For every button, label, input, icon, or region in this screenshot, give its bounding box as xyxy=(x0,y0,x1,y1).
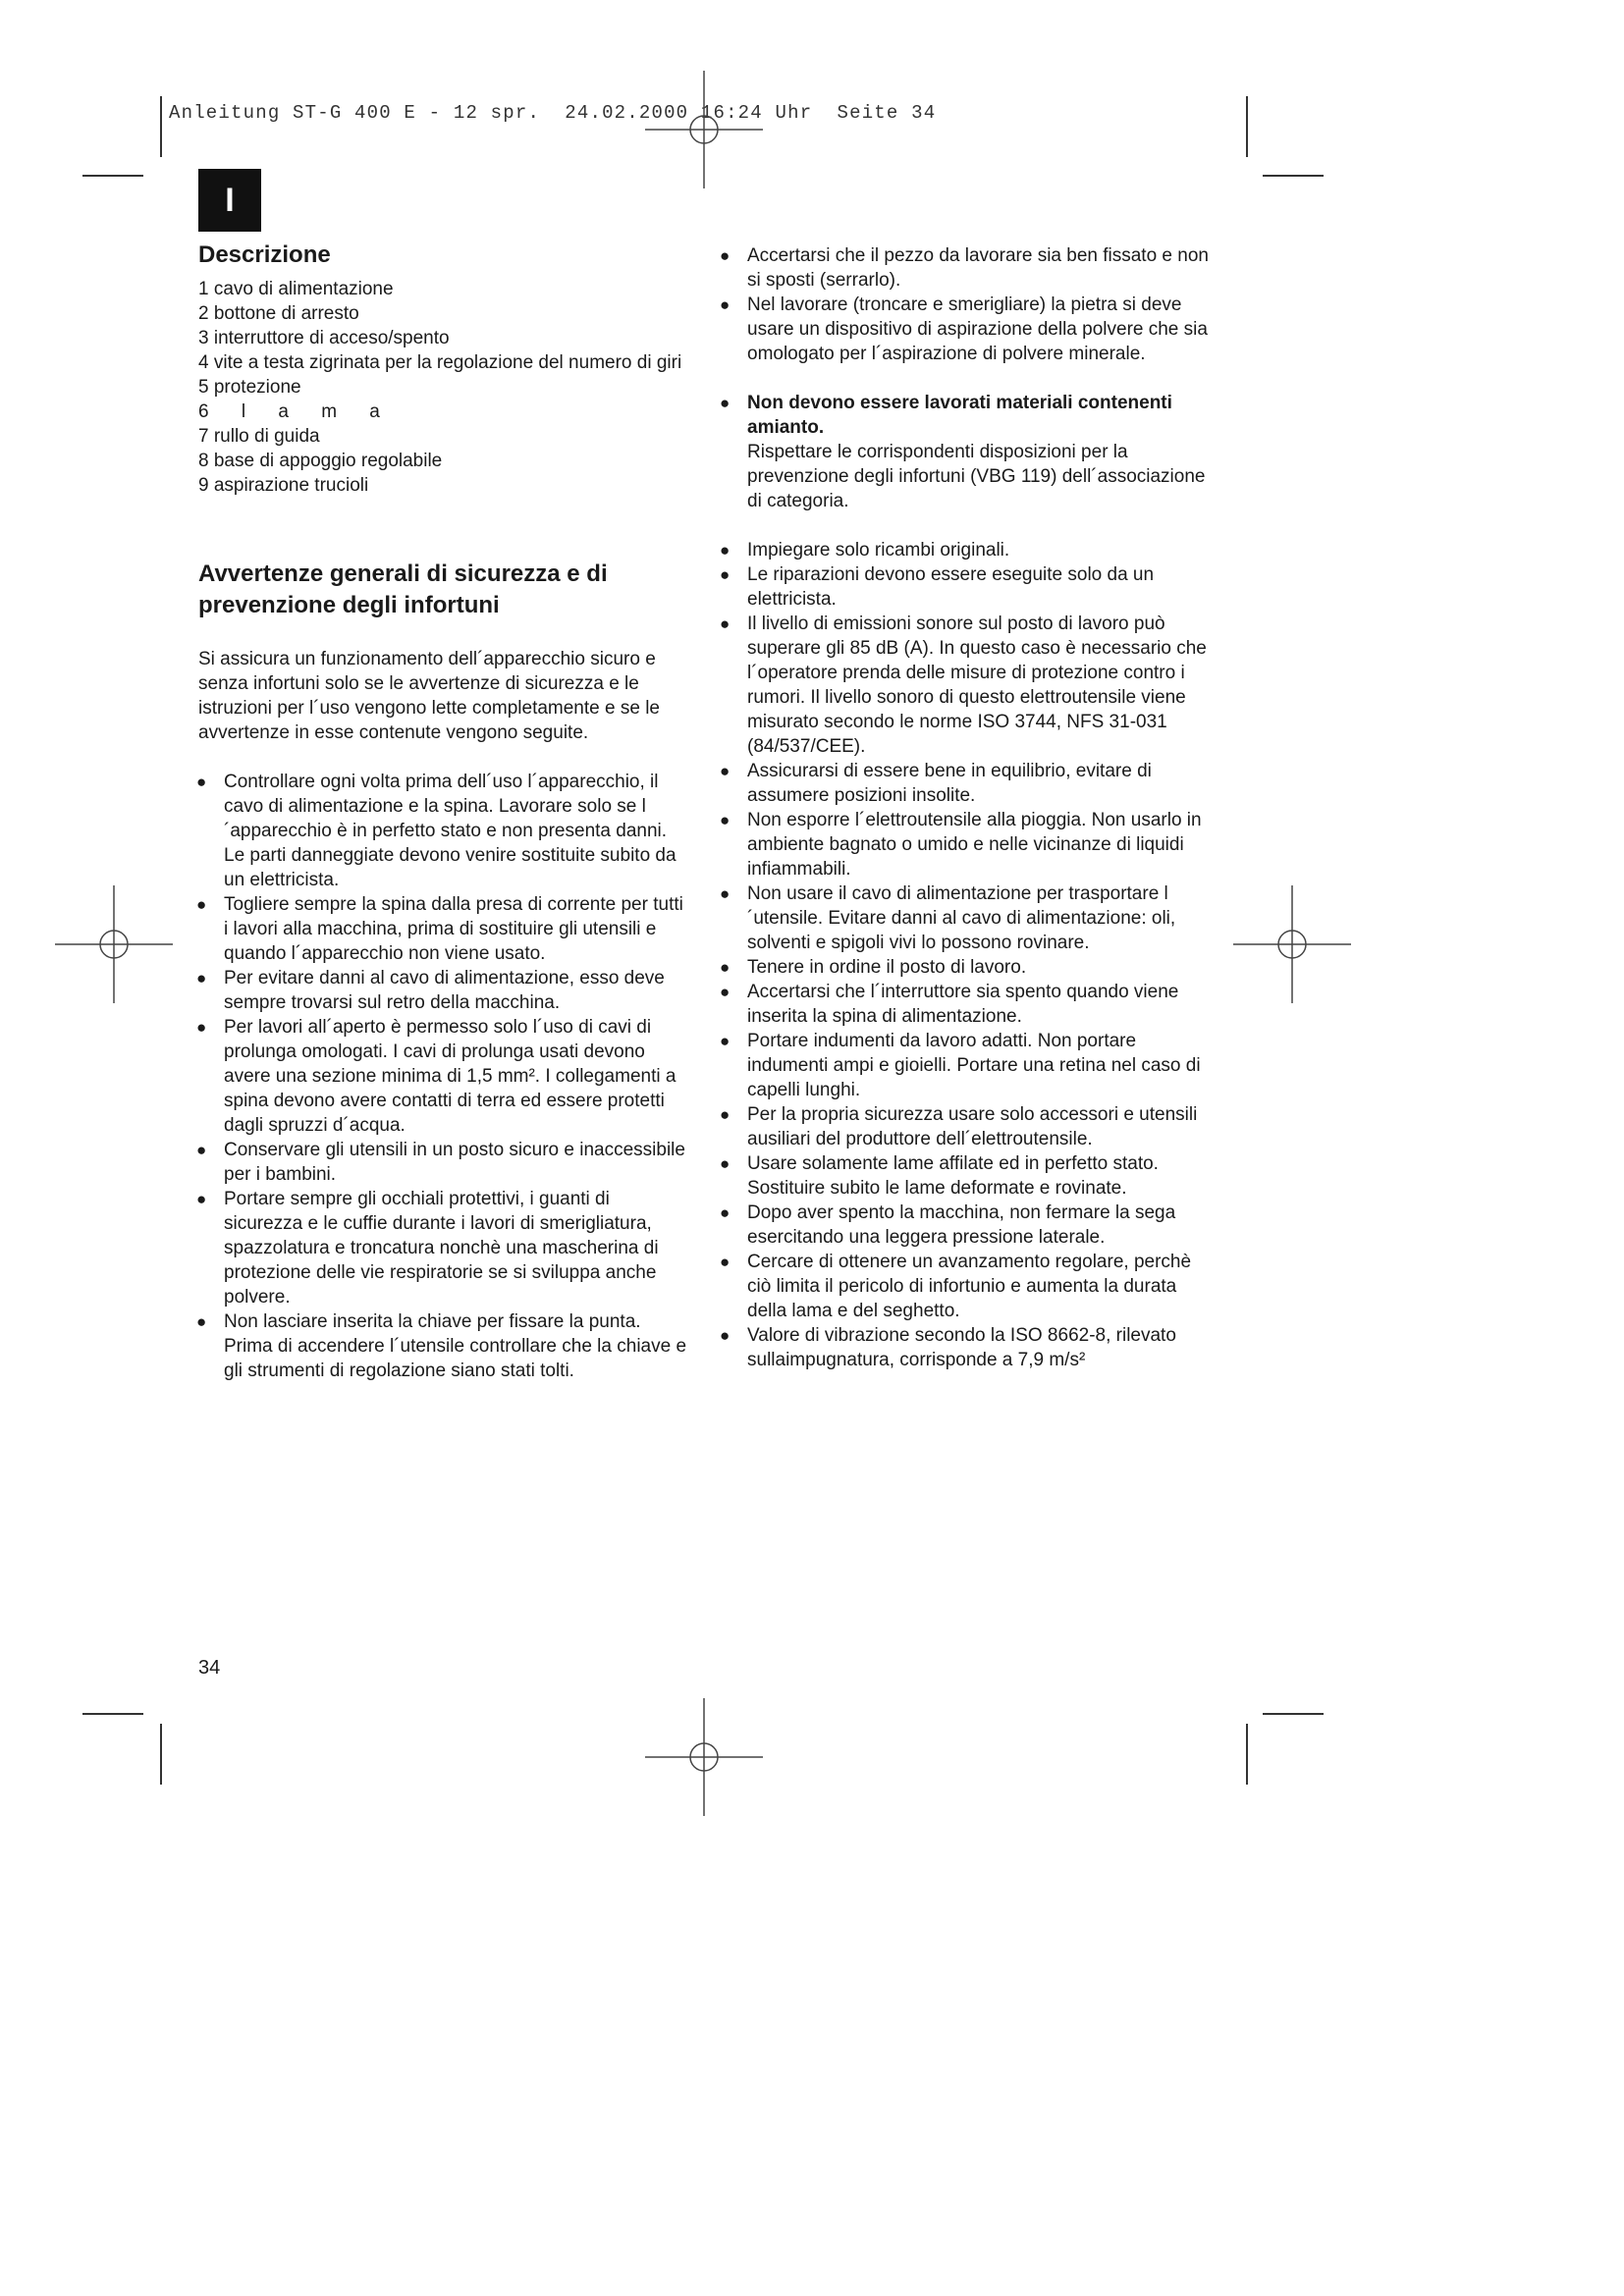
list-item: ● Per lavori all´aperto è permesso solo l´uso di cavi di prolunga omologati. I cavi di prolunga usati devono avere una sezione minima di 1,5 mm². I collegamenti a spina devono avere contatti di terra ed essere protetti dagli spruzzi d´acqua. xyxy=(196,1017,677,1136)
list-item: 9 aspirazione trucioli xyxy=(198,475,369,496)
bullet-icon: ● xyxy=(720,541,731,560)
list-item: ● Non lasciare inserita la chiave per fissare la punta. Prima di accendere l´utensile controllare che la chiave e gli strumenti di regolazione siano stati tolti. xyxy=(196,1311,687,1381)
bullet-icon: ● xyxy=(720,1326,731,1345)
registration-mark-right-icon xyxy=(1233,885,1351,1003)
bullet-icon: ● xyxy=(196,1141,207,1159)
registration-mark-bottom-icon xyxy=(645,1698,763,1816)
list-item: ● Le riparazioni devono essere eseguite solo da un elettricista. xyxy=(720,564,1155,610)
print-header: Anleitung ST-G 400 E - 12 spr. 24.02.2000 16:24 Uhr Seite 34 xyxy=(169,102,937,124)
crop-mark-bottom-left-horizontal xyxy=(82,1713,143,1715)
right-safety-list xyxy=(722,538,1213,1372)
crop-mark-bottom-left-vertical xyxy=(160,1724,162,1785)
bullet-icon: ● xyxy=(720,1253,731,1271)
safety-section-title: Avvertenze generali di sicurezza e di prevenzione degli infortuni xyxy=(198,561,608,618)
bullet-icon: ● xyxy=(720,1032,731,1050)
bullet-icon: ● xyxy=(720,1154,731,1173)
list-item: ● Non esporre l´elettroutensile alla pioggia. Non usarlo in ambiente bagnato o umido e nelle vicinanze di liquidi infiammabili. xyxy=(720,810,1202,880)
crop-mark-top-right-horizontal xyxy=(1263,175,1324,177)
safety-intro: Si assicura un funzionamento dell´apparecchio sicuro e senza infortuni solo se le avvertenze di sicurezza e le istruzioni per l´uso vengono lette completamente e se le avvertenze in esse contenute vengono seguite. xyxy=(198,649,660,743)
list-item: 4 vite a testa zigrinata per la regolazione del numero di giri xyxy=(198,352,682,373)
list-item: ● Portare sempre gli occhiali protettivi, i guanti di sicurezza e le cuffie durante i lavori di smerigliatura, spazzolatura e troncatura nonchè una mascherina di protezione delle vie respiratorie se si sviluppa anche polvere. xyxy=(196,1189,659,1308)
crop-mark-bottom-right-vertical xyxy=(1246,1724,1248,1785)
list-item: 3 interruttore di acceso/spento xyxy=(198,328,450,348)
list-item: ● Accertarsi che l´interruttore sia spento quando viene inserita la spina di alimentazione. xyxy=(720,982,1179,1027)
bullet-icon: ● xyxy=(720,762,731,780)
asbestos-warning: Non devono essere lavorati materiali contenenti amianto. xyxy=(747,393,1172,438)
list-item: ● Valore di vibrazione secondo la ISO 8662-8, rilevato sullaimpugnatura, corrisponde a 7,9 m/s² xyxy=(720,1325,1176,1370)
registration-mark-top-icon xyxy=(645,71,763,188)
crop-mark-bottom-right-horizontal xyxy=(1263,1713,1324,1715)
asbestos-notice xyxy=(722,391,1213,513)
language-tab: I xyxy=(198,169,261,232)
list-item: 8 base di appoggio regolabile xyxy=(198,451,443,471)
bullet-icon: ● xyxy=(196,1018,207,1037)
left-safety-list xyxy=(198,770,689,1383)
list-item: ● Dopo aver spento la macchina, non fermare la sega esercitando una leggera pressione laterale. xyxy=(720,1202,1176,1248)
page-number: 34 xyxy=(198,1657,221,1679)
bullet-icon: ● xyxy=(720,614,731,633)
bullet-icon: ● xyxy=(720,1203,731,1222)
list-item xyxy=(722,391,1213,513)
bullet-icon: ● xyxy=(720,295,731,314)
right-column xyxy=(722,243,1213,1372)
bullet-icon: ● xyxy=(196,1190,207,1208)
list-item: ● Conservare gli utensili in un posto sicuro e inaccessibile per i bambini. xyxy=(196,1140,685,1185)
list-item: ● Il livello di emissioni sonore sul posto di lavoro può superare gli 85 dB (A). In questo caso è necessario che l´operatore prenda delle misure di protezione contro i rumori. Il livello sonoro di questo elettroutensile viene misurato secondo le norme ISO 3744, NFS 31-031 (84/537/CEE). xyxy=(720,614,1207,757)
list-item: ● Per evitare danni al cavo di alimentazione, esso deve sempre trovarsi sul retro della macchina. xyxy=(196,968,665,1013)
list-item: 7 rullo di guida xyxy=(198,426,320,447)
crop-mark-top-right-vertical xyxy=(1246,96,1248,157)
list-item: 6 l a m a xyxy=(198,401,394,422)
list-item: 1 cavo di alimentazione xyxy=(198,279,394,299)
list-item: ● Non usare il cavo di alimentazione per trasportare l´utensile. Evitare danni al cavo di alimentazione: oli, solventi e spigoli vivi lo possono rovinare. xyxy=(720,883,1176,953)
bullet-icon: ● xyxy=(720,811,731,829)
list-item: ● Per la propria sicurezza usare solo accessori e utensili ausiliari del produttore dell´elettroutensile. xyxy=(720,1104,1198,1149)
bullet-icon: ● xyxy=(720,394,731,412)
crop-mark-top-left-vertical xyxy=(160,96,162,157)
right-safety-list-top xyxy=(722,243,1213,366)
bullet-icon: ● xyxy=(720,884,731,903)
registration-mark-left-icon xyxy=(55,885,173,1003)
parts-list xyxy=(198,277,689,498)
bullet-icon: ● xyxy=(196,895,207,914)
left-column xyxy=(198,240,689,1383)
list-item: ● Accertarsi che il pezzo da lavorare sia ben fissato e non si sposti (serrarlo). xyxy=(720,245,1209,291)
list-item: 2 bottone di arresto xyxy=(198,303,359,324)
bullet-icon: ● xyxy=(720,983,731,1001)
list-item: ● Togliere sempre la spina dalla presa di corrente per tutti i lavori alla macchina, prima di sostituire gli utensili e quando l´apparecchio non viene usato. xyxy=(196,894,683,964)
list-item: ● Usare solamente lame affilate ed in perfetto stato. Sostituire subito le lame deformate e rovinate. xyxy=(720,1153,1159,1199)
list-item: ● Nel lavorare (troncare e smerigliare) la pietra si deve usare un dispositivo di aspirazione della polvere che sia omologato per l´aspirazione di polvere minerale. xyxy=(720,294,1208,364)
descrizione-title: Descrizione xyxy=(198,241,331,268)
bullet-icon: ● xyxy=(720,565,731,584)
bullet-icon: ● xyxy=(196,969,207,988)
bullet-icon: ● xyxy=(720,958,731,977)
list-item: ● Cercare di ottenere un avanzamento regolare, perchè ciò limita il pericolo di infortunio e aumenta la durata della lama e del seghetto. xyxy=(720,1252,1192,1321)
list-item: ● Controllare ogni volta prima dell´uso l´apparecchio, il cavo di alimentazione e la spina. Lavorare solo se l´apparecchio è in perfetto stato e non presenta danni. Le parti danneggiate devono venire sostituite subito da un elettricista. xyxy=(196,772,677,890)
list-item: 5 protezione xyxy=(198,377,301,398)
bullet-icon: ● xyxy=(196,1312,207,1331)
bullet-icon: ● xyxy=(720,1105,731,1124)
crop-mark-top-left-horizontal xyxy=(82,175,143,177)
bullet-icon: ● xyxy=(720,246,731,265)
list-item: ● Portare indumenti da lavoro adatti. Non portare indumenti ampi e gioielli. Portare una retina nel caso di capelli lunghi. xyxy=(720,1031,1201,1100)
asbestos-text: Rispettare le corrispondenti disposizioni per la prevenzione degli infortuni (VBG 119) dell´associazione di categoria. xyxy=(747,442,1206,511)
list-item: ● Assicurarsi di essere bene in equilibrio, evitare di assumere posizioni insolite. xyxy=(720,761,1152,806)
bullet-icon: ● xyxy=(196,773,207,791)
list-item: ● Tenere in ordine il posto di lavoro. xyxy=(720,957,1027,978)
list-item: ● Impiegare solo ricambi originali. xyxy=(720,540,1010,561)
